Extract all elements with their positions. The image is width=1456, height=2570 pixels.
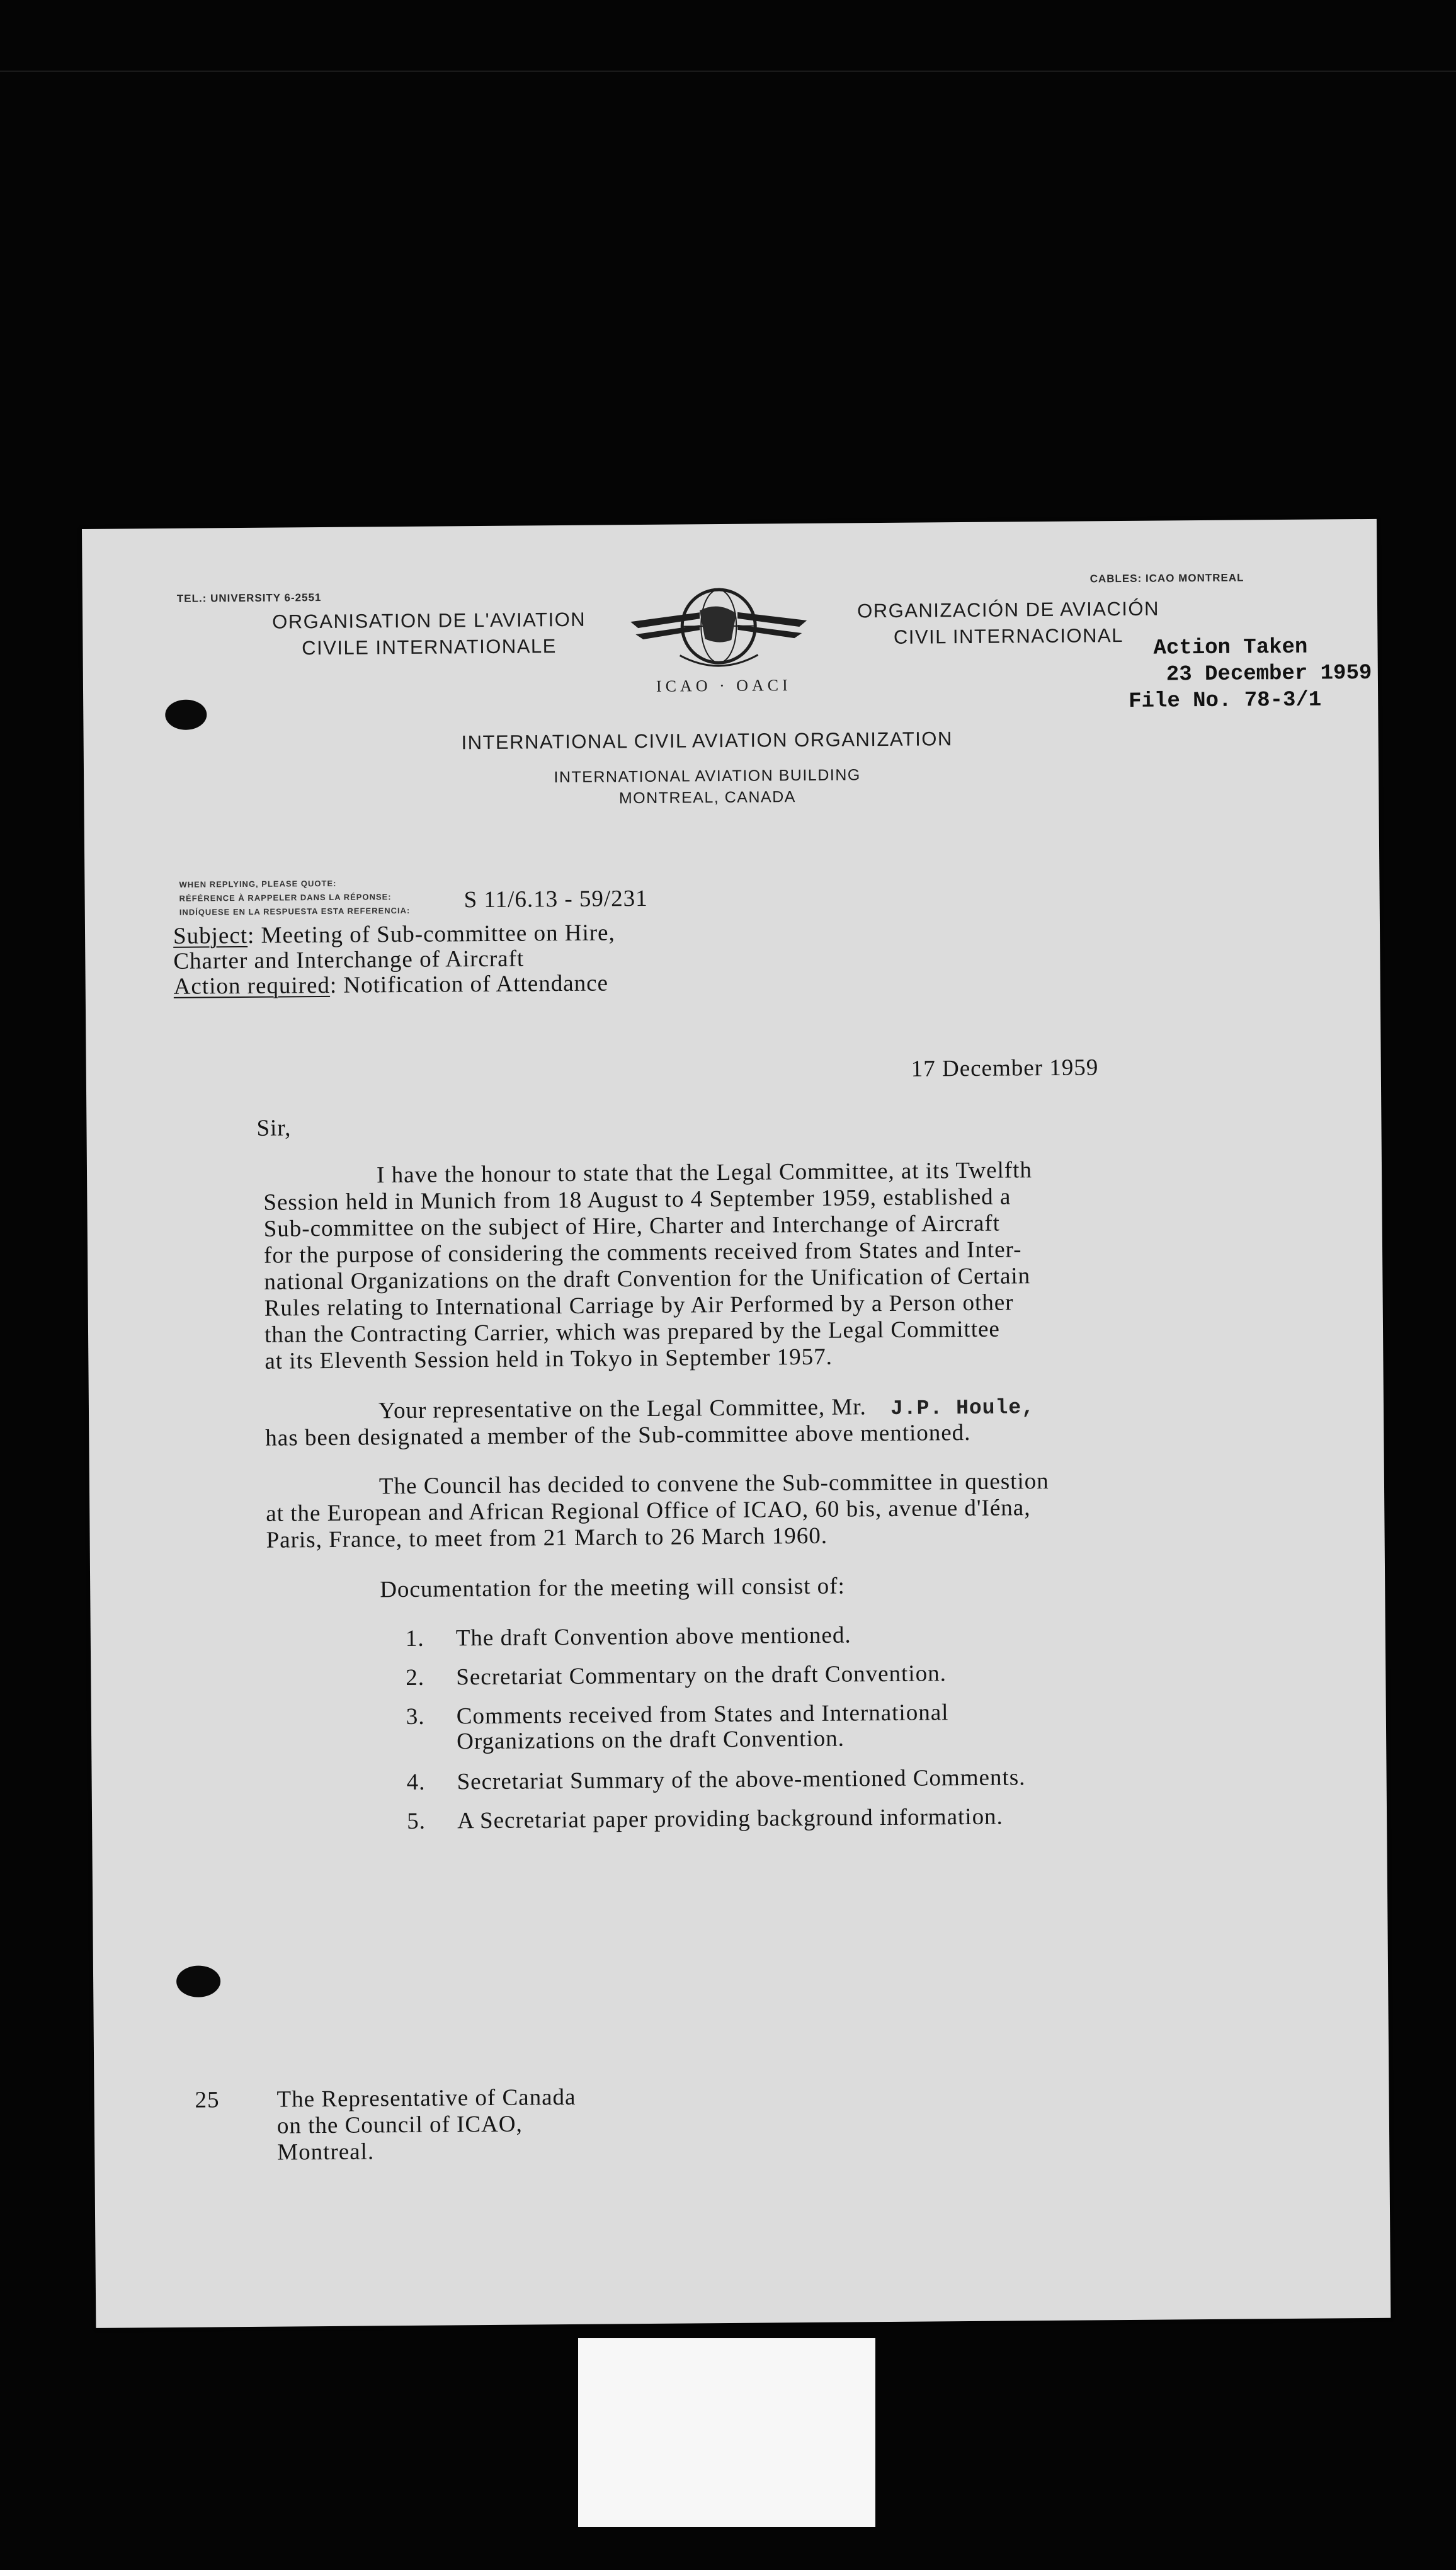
list-item-text-continued: Organizations on the draft Convention. bbox=[456, 1725, 845, 1755]
reference-caption-en: WHEN REPLYING, PLEASE QUOTE: bbox=[179, 878, 337, 889]
para1-line: national Organizations on the draft Convention for the Unification of Certain bbox=[264, 1263, 1031, 1295]
cables-line: CABLES: ICAO MONTREAL bbox=[1089, 571, 1244, 585]
list-item-number: 4. bbox=[406, 1769, 426, 1796]
list-item-text: Comments received from States and International bbox=[456, 1699, 949, 1730]
list-item-text: Secretariat Commentary on the draft Convention. bbox=[456, 1660, 947, 1691]
subject-label: Subject bbox=[173, 922, 248, 949]
para2-text: Your representative on the Legal Committee, Mr. bbox=[378, 1394, 867, 1424]
org-name-spanish-line2: CIVIL INTERNACIONAL bbox=[893, 624, 1123, 648]
para4: Documentation for the meeting will consist of: bbox=[380, 1573, 845, 1603]
action-required-line bbox=[174, 969, 609, 1000]
city-line: MONTREAL, CANADA bbox=[618, 788, 796, 808]
annotation-file-number: File No. 78-3/1 bbox=[1129, 688, 1322, 714]
para1-line: Sub-committee on the subject of Hire, Charter and Interchange of Aircraft bbox=[263, 1210, 1001, 1242]
para1-line: Session held in Munich from 18 August to 4 September 1959, established a bbox=[263, 1184, 1011, 1216]
para3-line: at the European and African Regional Office of ICAO, 60 bis, avenue d'Iéna, bbox=[266, 1495, 1031, 1527]
list-item-number: 5. bbox=[406, 1808, 426, 1835]
para1-line: than the Contracting Carrier, which was prepared by the Legal Committee bbox=[264, 1316, 1001, 1348]
annotation-action-taken: Action Taken bbox=[1153, 635, 1308, 661]
film-edge-line bbox=[0, 71, 1456, 72]
building-name: INTERNATIONAL AVIATION BUILDING bbox=[554, 766, 861, 787]
reference-caption-fr: RÉFÉRENCE À RAPPELER DANS LA RÉPONSE: bbox=[179, 892, 392, 903]
list-item-text: A Secretariat paper providing background information. bbox=[457, 1803, 1004, 1834]
list-item-text: Secretariat Summary of the above-mentioned Comments. bbox=[457, 1764, 1026, 1795]
reference-number: S 11/6.13 - 59/231 bbox=[464, 885, 648, 913]
emblem-text: ICAO · OACI bbox=[656, 676, 792, 695]
subject-line bbox=[173, 919, 615, 950]
addressee-line2: on the Council of ICAO, bbox=[276, 2111, 523, 2139]
addressee-line3: Montreal. bbox=[277, 2139, 375, 2166]
subject-line-2: Charter and Interchange of Aircraft bbox=[173, 945, 525, 974]
para3-line: The Council has decided to convene the Sub-committee in question bbox=[378, 1468, 1049, 1500]
list-item-number: 2. bbox=[406, 1664, 425, 1691]
icao-emblem bbox=[624, 581, 814, 709]
para1-line: for the purpose of considering the comments received from States and Inter- bbox=[263, 1236, 1022, 1269]
org-name-french-line1: ORGANISATION DE L'AVIATION bbox=[272, 608, 586, 633]
addressee-line1: The Representative of Canada bbox=[276, 2084, 576, 2113]
salutation: Sir, bbox=[256, 1115, 292, 1141]
org-name-french-line2: CIVILE INTERNATIONALE bbox=[301, 635, 557, 660]
para1-line: Rules relating to International Carriage by Air Performed by a Person other bbox=[264, 1289, 1014, 1322]
list-item-number: 3. bbox=[406, 1703, 425, 1730]
subject-text: : Meeting of Sub-committee on Hire, bbox=[247, 920, 615, 949]
ink-blot-top bbox=[165, 699, 207, 730]
para1-line: at its Eleventh Session held in Tokyo in September 1957. bbox=[264, 1344, 833, 1374]
letter-page bbox=[82, 519, 1391, 2328]
representative-name: J.P. Houle, bbox=[890, 1396, 1035, 1420]
org-name-english: INTERNATIONAL CIVIL AVIATION ORGANIZATION bbox=[461, 728, 953, 754]
list-item-text: The draft Convention above mentioned. bbox=[455, 1622, 851, 1652]
blank-white-label bbox=[578, 2338, 875, 2527]
para2-line2: has been designated a member of the Sub-committee above mentioned. bbox=[265, 1419, 971, 1451]
action-required-text: : Notification of Attendance bbox=[329, 970, 609, 998]
telephone-line: TEL.: UNIVERSITY 6-2551 bbox=[176, 591, 322, 605]
letter-date: 17 December 1959 bbox=[911, 1054, 1099, 1082]
annotation-date: 23 December 1959 bbox=[1166, 661, 1372, 687]
para1-line: I have the honour to state that the Legal Committee, at its Twelfth bbox=[376, 1157, 1033, 1189]
list-item-number: 1. bbox=[405, 1625, 424, 1652]
addressee-number: 25 bbox=[195, 2087, 220, 2113]
para3-line: Paris, France, to meet from 21 March to 26 March 1960. bbox=[266, 1522, 828, 1553]
ink-blot-bottom bbox=[176, 1965, 220, 1997]
reference-caption-es: INDÍQUESE EN LA RESPUESTA ESTA REFERENCIA: bbox=[179, 905, 411, 917]
action-required-label: Action required bbox=[173, 972, 331, 1000]
org-name-spanish-line1: ORGANIZACIÓN DE AVIACIÓN bbox=[856, 597, 1160, 622]
